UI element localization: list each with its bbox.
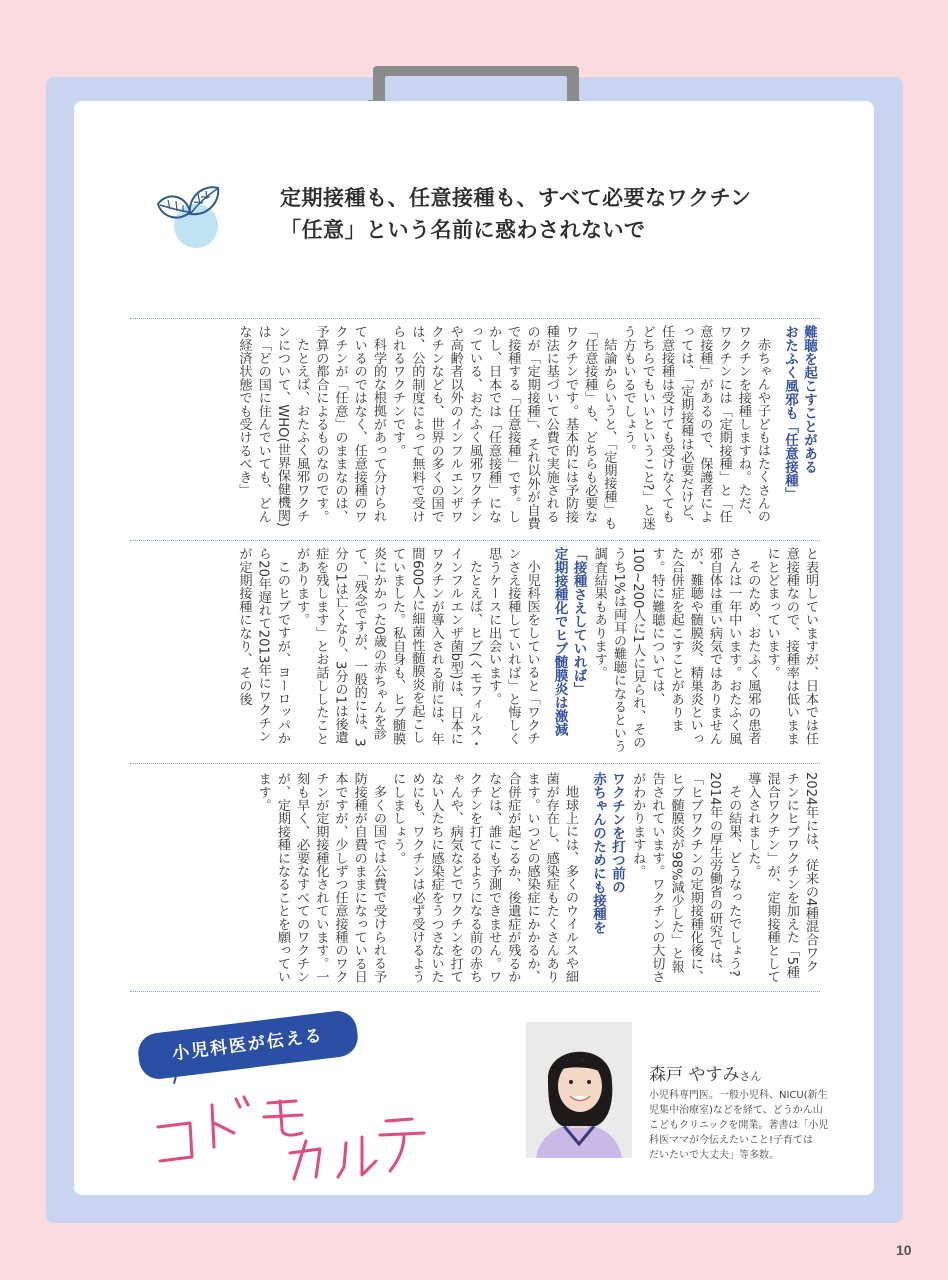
section-heading-3-line-1: ワクチンを打つ前の [608,772,625,894]
series-title-logo [150,1085,440,1180]
divider-middle-1 [130,540,820,541]
body-paragraph: 小児科医をしていると「ワクチンさえ接種していれば」と悔しく思うケースに出会います。 [486,547,540,745]
page-number: 10 [896,1242,912,1258]
doctor-bio-line: こどもクリニックを開業。著書は「小児 [649,1120,829,1131]
divider-middle-2 [130,763,820,764]
body-paragraph: 多くの国では公費で受けられる予防接種が自費のままになっている日本ですが、少しずつ任意接種のワクチンが定期接種化されています。一刻も早く、必要なすべてのワクチンが、定期接種になることを願っています。 [255,772,386,984]
divider-bottom [130,991,820,992]
series-banner: 小児科医が伝える [136,1009,360,1081]
article-band-2 [130,547,820,755]
article-band-1 [130,325,820,533]
section-heading-1-line-1: 難聴を起こすことがある [801,325,817,474]
doctor-honorific: さん [739,1070,762,1083]
body-paragraph: 赤ちゃんや子どもはたくさんのワクチンを接種しますね。ただ、ワクチンには「定期接種」と「任意接種」があるので、保護者によっては、「定期接種は必要だけど、任意接種は受けても受けなくてもどちらでもいいということ?」と迷う方もいるでしょう。 [620,325,770,530]
section-heading-1-line-2: おたふく風邪も「任意接種」 [782,325,798,501]
body-paragraph: その結果、どうなったでしょう?2014年の厚生労働省の研究では、「ヒブワクチンの定期接種化後に、ヒブ髄膜炎が98%減少した」と報告されています。ワクチンの大切さがわかりますね。 [630,772,742,984]
doctor-name [649,1060,761,1085]
body-paragraph: と表明していますが、日本では任意接種なので、接種率は低いままにとどまっています。 [764,547,818,745]
body-paragraph: たとえば、ヒブ(ヘモフィルス・インフルエンザ菌b型)は、日本にワクチンが導入される前には、年間600人に細菌性髄膜炎を起こしていました。私自身も、ヒブ髄膜炎にかかった0歳の赤ちゃんを診て、「残念ですが、一般的には、3分の1は亡くなり、3分の1は後遺症を残します」とお話ししたことがあります。 [294,547,482,751]
doctor-bio-line: 科医ママが今伝えたいこと!子育ては [649,1135,814,1146]
body-paragraph: たとえば、おたふく風邪ワクチンについて、WHO(世界保健機関)は「どの国に住んでいても、どんな経済状態でも受けるべき」 [236,325,310,528]
article-band-3 [130,772,820,984]
section-heading-2 [550,547,588,755]
body-paragraph: 地球上には、多くのウイルスや細菌が存在し、感染症もたくさんあります。いつどの感染症にかかるか、合併症が起こるか、後遺症が残るかなどは、誰にも予測できません。ワクチンを打てるようになる前の赤ちゃんや、病気などでワクチンを打てない人たちに感染症をうつさないためにも、ワクチンは必ず受けるようにしましょう。 [390,772,578,984]
section-heading-3 [588,772,626,984]
divider-top [130,318,820,319]
doctor-bio-line: だいたいで大丈夫」等多数。 [649,1150,779,1161]
headline-line-2: 「任意」という名前に惑わされないで [280,218,646,242]
doctor-bio-line: 小児科専門医。一般小児科、NICU(新生 [649,1090,828,1101]
section-heading-2-line-1: 「接種さえしていれば」 [570,547,587,696]
section-heading-3-line-2: 赤ちゃんのためにも接種を [589,772,606,934]
headline-line-1: 定期接種も、任意接種も、すべて必要なワクチン [280,186,752,210]
doctor-bio-line: 児集中治療室)などを経て、どうかん山 [649,1105,823,1116]
doctor-photo [526,1022,632,1158]
section-heading-2-line-2: 定期接種化でヒブ髄膜炎は激減 [551,547,568,736]
body-paragraph: 2024年には、従来の4種混合ワクチンにヒブワクチンを加えた「5種混合ワクチン」が、定期接種として導入されました。 [745,772,818,984]
body-paragraph: 科学的な根拠があって分けられているのではなく、任意接種のワクチンが「任意」のままなのは、予算の都合によるものなのです。 [313,325,386,523]
body-paragraph: 結論からいうと、「定期接種」も「任意接種」も、どちらも必要なワクチンです。基本的には予防接種法に基づいて公費で実施されるのが「定期接種」、それ以外が自費で接種する「任意接種」です。しかし、日本では「任意接種」になっている、おたふく風邪ワクチンや高齢者以外のインフルエンザワクチンなども、世界の多くの国では、公的制度によって無料で受けられるワクチンです。 [390,325,617,530]
doctor-name-text: 森戸 やすみ [649,1065,740,1085]
body-paragraph: そのため、おたふく風邪の患者さんは一年中います。おたふく風邪自体は重い病気ではありませんが、難聴や髄膜炎、精巣炎といった合併症を起こすことがあります。特に難聴については、100~200人に1人に見られ、そのうち1%は両耳の難聴になるという調査結果もあります。 [591,547,761,753]
body-paragraph: このヒブですが、ヨーロッパから20年遅れて2013年にワクチンが定期接種になり、その後 [236,547,290,745]
doctor-bio [649,1088,829,1163]
article-headline [280,182,800,246]
leaf-icon [152,182,222,248]
section-heading-1 [780,325,818,533]
